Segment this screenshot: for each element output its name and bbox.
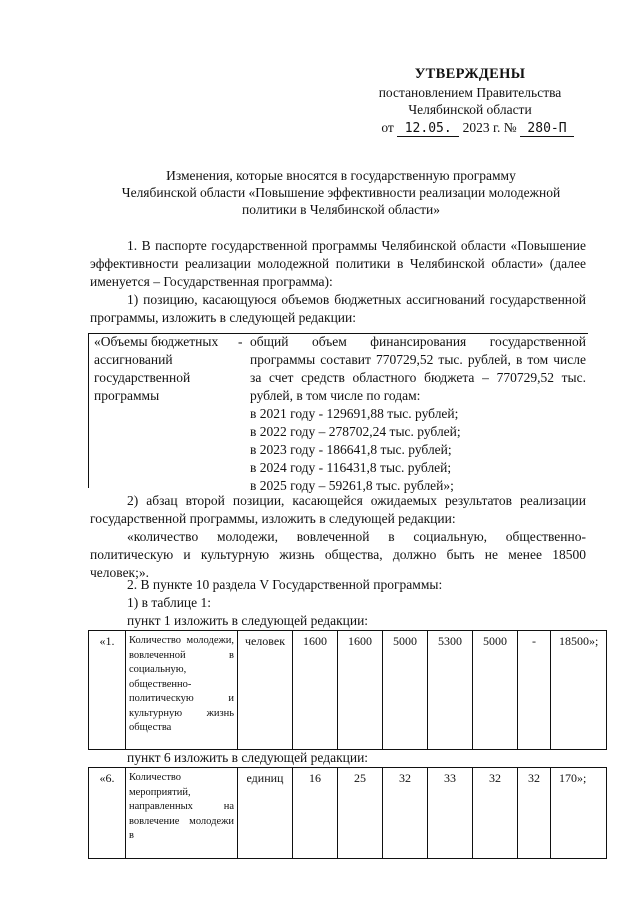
value-cell: 5300 (428, 631, 473, 750)
approval-line-1: постановлением Правительства (378, 84, 562, 100)
value-cell: - (518, 631, 551, 750)
paragraph-3-item-1: 1) в таблице 1: (127, 595, 212, 610)
document-number: 280-П (520, 122, 574, 137)
passport-year-2021: в 2021 году - 129691,88 тыс. рублей; (250, 406, 459, 421)
passport-value (250, 333, 586, 495)
paragraph-3-item-1-point-6: пункт 6 изложить в следующей редакции: (127, 750, 369, 765)
passport-left-border (88, 333, 89, 488)
paragraph-3: 2. В пункте 10 раздела V Государственной программы: (127, 577, 443, 592)
value-cell: 32 (473, 768, 518, 859)
passport-year-2022: в 2022 году – 278702,24 тыс. рублей; (250, 424, 461, 439)
indicator-name: Количество молодежи, вовлеченной в социальную, общественно-политическую и культурную жизнь общества (126, 631, 238, 750)
value-cell: 32 (518, 768, 551, 859)
value-cell: 25 (338, 768, 383, 859)
table-point-6 (88, 767, 607, 859)
passport-year-2023: в 2023 году - 186641,8 тыс. рублей; (250, 442, 452, 457)
heading-line-2: Челябинской области «Повышение эффективности реализации молодежной (121, 185, 561, 200)
document-heading (96, 167, 586, 218)
passport-label: «Объемы бюджетных ассигнований государственной программы (94, 334, 219, 403)
value-cell: 33 (428, 768, 473, 859)
value-cell: 16 (293, 768, 338, 859)
paragraph-2: 2) абзац второй позиции, касающейся ожидаемых результатов реализации государственной программы, изложить в следующей редакции: (90, 493, 586, 526)
table-point-1 (88, 630, 607, 750)
value-cell: 1600 (338, 631, 383, 750)
passport-total-text: общий объем финансирования государственной программы составит 770729,52 тыс. рублей, в том числе за счет средств областного бюджета – 770729,52 тыс. рублей, в том числе по годам: (250, 334, 586, 403)
total-cell: 18500»; (551, 631, 607, 750)
value-cell: 5000 (383, 631, 428, 750)
paragraph-3-item-1-point-1: пункт 1 изложить в следующей редакции: (127, 613, 369, 628)
approval-date-line (360, 119, 580, 137)
paragraph-1: 1. В паспорте государственной программы Челябинской области «Повышение эффективности реализации молодежной политики в Челябинской области» (далее именуется – Государственная программа): (90, 238, 586, 289)
value-cell: 32 (383, 768, 428, 859)
table-row (89, 631, 607, 750)
passport-year-2025: в 2025 году – 59261,8 тыс. рублей»; (250, 478, 454, 493)
approval-line-2: Челябинской области (408, 102, 532, 117)
date-value: 12.05. (397, 122, 459, 137)
value-cell: 5000 (473, 631, 518, 750)
unit-cell: человек (238, 631, 293, 750)
paragraph-1-item-1: 1) позицию, касающуюся объемов бюджетных ассигнований государственной программы, изложить в следующей редакции: (90, 292, 586, 325)
paragraph-2-quote: «количество молодежи, вовлеченной в социальную, общественно-политическую и культурную жизнь общества, должно быть не менее 18500 человек;». (90, 529, 586, 580)
approval-block (360, 66, 580, 137)
table-row (89, 768, 607, 859)
heading-line-1: Изменения, которые вносятся в государственную программу (166, 168, 516, 183)
indicator-name: Количество мероприятий, направленных на вовлечение молодежи в (126, 768, 238, 859)
passport-year-2024: в 2024 году - 116431,8 тыс. рублей; (250, 460, 452, 475)
date-prefix: от (381, 119, 394, 135)
unit-cell: единиц (238, 768, 293, 859)
total-cell: 170»; (551, 768, 607, 859)
passport-dash: - (238, 334, 243, 349)
value-cell: 1600 (293, 631, 338, 750)
row-number: «6. (89, 768, 126, 859)
heading-line-3: политики в Челябинской области» (242, 202, 440, 217)
passport-position-block (88, 333, 588, 493)
date-suffix: 2023 г. № (462, 119, 517, 135)
approval-title: УТВЕРЖДЕНЫ (414, 66, 526, 82)
row-number: «1. (89, 631, 126, 750)
